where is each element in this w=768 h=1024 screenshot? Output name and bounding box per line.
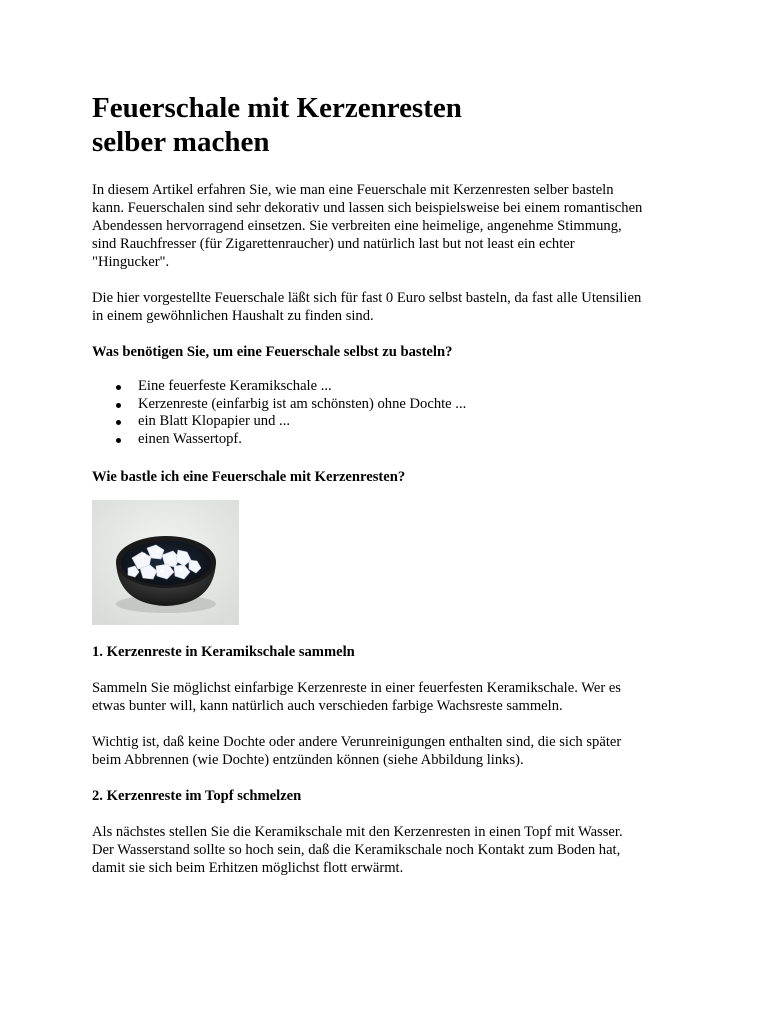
needs-heading: Was benötigen Sie, um eine Feuerschale selbst zu basteln? [92,344,453,360]
title-line-1: Feuerschale mit Kerzenresten [92,92,462,124]
list-item: Kerzenreste (einfarbig ist am schönsten) ohne Dochte ... [92,396,652,414]
intro-paragraph-1: In diesem Artikel erfahren Sie, wie man eine Feuerschale mit Kerzenresten selber basteln kann. Feuerschalen sind sehr dekorativ und lassen sich beispielsweise bei einem romantischen Abendessen hervorragend einsetzen. Sie verbreiten eine heimelige, angenehme Stimmung, sind Rauchfresser (für Zigarettenraucher) und natürlich last but not least ein echter "Hingucker". [92,182,643,270]
list-item: einen Wassertopf. [92,431,652,449]
howto-heading: Wie bastle ich eine Feuerschale mit Kerzenresten? [92,469,406,485]
list-item: ein Blatt Klopapier und ... [92,413,652,431]
needs-list [92,378,652,448]
step2-heading: 2. Kerzenreste im Topf schmelzen [92,788,302,804]
step1-heading: 1. Kerzenreste in Keramikschale sammeln [92,644,355,660]
list-item: Eine feuerfeste Keramikschale ... [92,378,652,396]
title-line-2: selber machen [92,126,270,158]
page-title [92,91,692,159]
step1-paragraph-2: Wichtig ist, daß keine Dochte oder andere Verunreinigungen enthalten sind, die sich später beim Abbrennen (wie Dochte) entzünden können (siehe Abbildung links). [92,734,622,768]
bowl-illustration [92,500,239,625]
intro-paragraph-2: Die hier vorgestellte Feuerschale läßt sich für fast 0 Euro selbst basteln, da fast alle Utensilien in einem gewöhnlichen Haushalt zu finden sind. [92,290,642,324]
bowl-with-candle-wax-photo [92,500,239,625]
step2-paragraph-1: Als nächstes stellen Sie die Keramikschale mit den Kerzenresten in einen Topf mit Wasser. Der Wasserstand sollte so hoch sein, daß die Keramikschale noch Kontakt zum Boden hat, damit sie sich beim Erhitzen möglichst flott erwärmt. [92,824,623,876]
step1-paragraph-1: Sammeln Sie möglichst einfarbige Kerzenreste in einer feuerfesten Keramikschale. Wer es etwas bunter will, kann natürlich auch verschieden farbige Wachsreste sammeln. [92,680,621,714]
